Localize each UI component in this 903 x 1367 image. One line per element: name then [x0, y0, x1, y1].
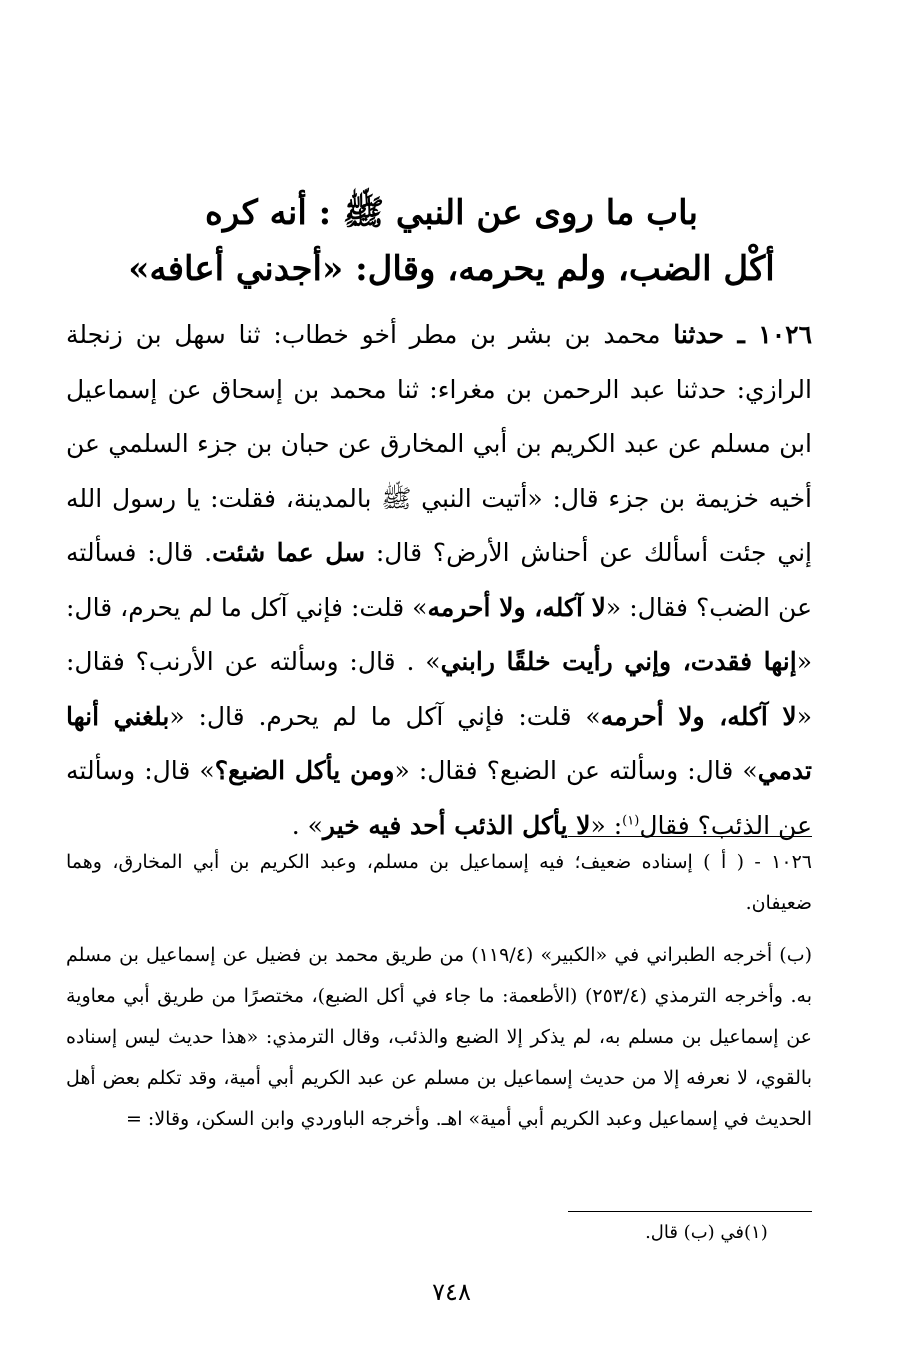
hadith-quote: لا آكله، ولا أحرمه	[600, 701, 797, 731]
commentary-text: (ب) أخرجه الطبراني في «الكبير» (١١٩/٤) من طريق محمد بن فضيل عن إسماعيل بن مسلم به. وأخرجه الترمذي (٢٥٣/٤) (الأطعمة: ما جاء في أكل الضبع)، مختصرًا من طريق أبي معاوية عن إسماعيل بن مسلم به، لم يذكر إلا الضبع والذئب، وقال الترمذي: «هذا حديث ليس إسناده بالقوي، لا نعرفه إلا من حديث إسماعيل بن مسلم عن عبد الكريم أبي أمية، وقد تكلم بعض أهل الحديث في إسماعيل وعبد الكريم أبي أمية» اهـ. وأخرجه الباوردي وابن السكن، وقالا: =	[66, 944, 813, 1130]
hadith-segment: » قلت: فإني آكل ما لم يحرم. قال: «	[169, 701, 601, 731]
hadith-quote: ومن يأكل الضبع؟	[214, 756, 395, 785]
hadith-segment: : «	[590, 810, 623, 840]
chapter-title-line-1: باب ما روى عن النبي ﷺ : أنه كره	[205, 193, 698, 233]
hadith-segment: » .	[291, 810, 323, 840]
footnote-1	[480, 1220, 812, 1246]
hadith-quote: لا آكله، ولا أحرمه	[427, 592, 606, 622]
page-number: ٧٤٨	[432, 1278, 471, 1306]
hadith-number: ١٠٢٦ ـ حدثنا	[673, 320, 812, 349]
hadith-quote: بلغني أنها تدمي	[66, 701, 812, 785]
hadith-segment: » قال: وسألته عن الذئب؟ فقال	[66, 756, 812, 840]
chapter-title-line-2: أكْل الضب، ولم يحرمه، وقال: «أجدني أعافه»	[128, 249, 775, 289]
hadith-segment: » قال: وسألته عن الضبع؟ فقال: «	[394, 756, 758, 785]
hadith-text	[66, 308, 812, 853]
commentary-text: ١٠٢٦ - ( أ ) إسناده ضعيف؛ فيه إسماعيل بن مسلم، وعبد الكريم بن أبي المخارق، وهما ضعيفان.	[66, 851, 812, 914]
footnote-text: في (ب) قال.	[645, 1222, 744, 1243]
commentary-paragraph-b	[66, 935, 812, 1140]
hadith-segment: » قلت: فإني آكل ما لم يحرم، قال: «	[66, 592, 812, 676]
note-divider	[568, 1211, 812, 1212]
footnote-divider	[568, 836, 812, 837]
hadith-segment: . قال: فسألته عن الضب؟ فقال: «	[66, 538, 812, 622]
hadith-quote: لا يأكل الذئب أحد فيه خير	[322, 810, 591, 840]
footnote-number: (١)	[744, 1222, 768, 1243]
commentary-paragraph-a	[66, 842, 812, 924]
hadith-segment: محمد بن بشر بن مطر أخو خطاب: ثنا سهل بن زنجلة الرازي: حدثنا عبد الرحمن بن مغراء: ثنا محمد بن إسحاق عن إسماعيل ابن مسلم عن عبد الكريم بن أبي المخارق عن حبان بن جزء السلمي عن أخيه خزيمة بن جزء قال: «أتيت النبي ﷺ بالمدينة، فقلت: يا رسول الله إني جئت أسألك عن أحناش الأرض؟ قال:	[66, 320, 813, 567]
hadith-segment: » . قال: وسألته عن الأرنب؟ فقال: «	[66, 647, 812, 731]
hadith-quote: سل عما شئت	[212, 538, 366, 567]
footnote-reference: (١)	[622, 813, 640, 829]
hadith-quote: إنها فقدت، وإني رأيت خلقًا رابني	[440, 647, 797, 676]
